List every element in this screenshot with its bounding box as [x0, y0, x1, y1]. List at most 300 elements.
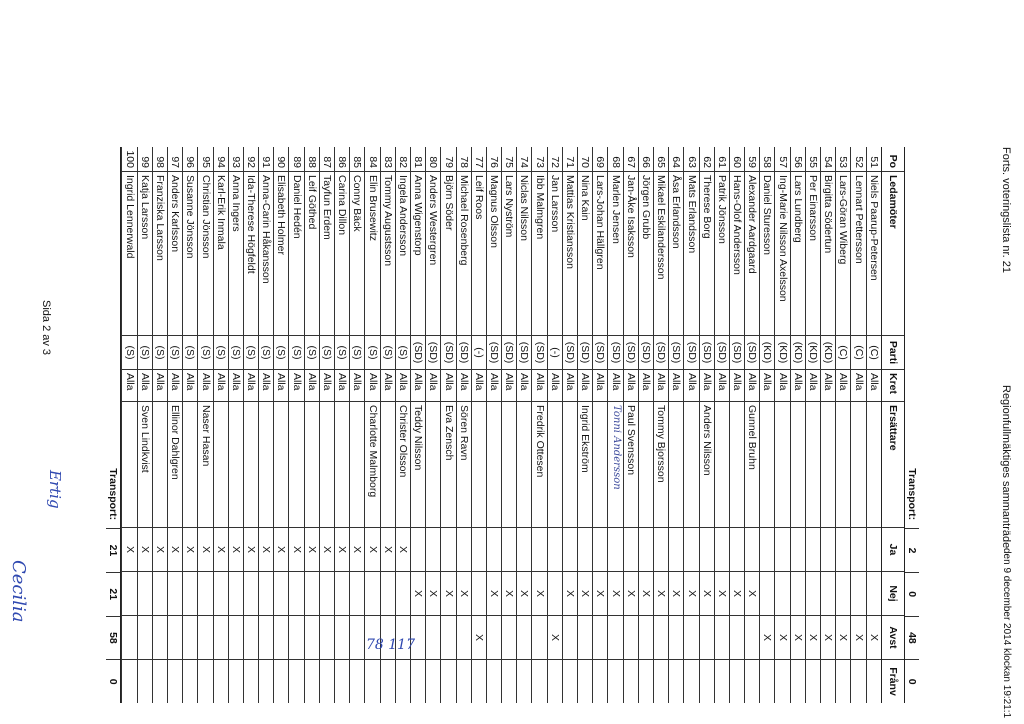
- cell-avst: X: [472, 615, 486, 659]
- cell-party: (S): [259, 335, 273, 369]
- cell-kret: Alla: [821, 369, 835, 401]
- cell-franv: [320, 659, 334, 703]
- cell-ja: X: [396, 527, 410, 571]
- cell-party: (SD): [745, 335, 759, 369]
- cell-party: (SD): [684, 335, 698, 369]
- table-row: [805, 147, 820, 703]
- cell-kret: Alla: [851, 369, 865, 401]
- col-ersattare: Ersättare: [882, 401, 904, 527]
- cell-kret: Alla: [229, 369, 243, 401]
- cell-nej: [168, 571, 182, 615]
- cell-nej: [320, 571, 334, 615]
- cell-avst: [153, 615, 167, 659]
- cell-ja: [563, 527, 577, 571]
- cell-ersattare: [836, 401, 850, 527]
- cell-ja: [745, 527, 759, 571]
- cell-ja: [654, 527, 668, 571]
- cell-kret: Alla: [836, 369, 850, 401]
- cell-franv: [396, 659, 410, 703]
- cell-party: (S): [214, 335, 228, 369]
- cell-kret: Alla: [745, 369, 759, 401]
- table-row: [167, 147, 182, 703]
- table-body: [121, 147, 880, 703]
- cell-party: (SD): [624, 335, 638, 369]
- cell-pos: 58: [761, 156, 774, 168]
- table-row: [364, 147, 379, 703]
- cell-kret: Alla: [730, 369, 744, 401]
- cell-ja: [730, 527, 744, 571]
- cell-pos: 90: [275, 156, 288, 168]
- cell-kret: Alla: [624, 369, 638, 401]
- cell-party: (KD): [806, 335, 820, 369]
- cell-name: Elin Brusewitz: [365, 171, 379, 335]
- cell-avst: [715, 615, 729, 659]
- cell-avst: X: [776, 615, 790, 659]
- cell-avst: [578, 615, 592, 659]
- cell-nej: [259, 571, 273, 615]
- cell-name: Ingrid Lennerwald: [122, 171, 136, 335]
- cell-nej: [274, 571, 288, 615]
- cell-kret: Alla: [548, 369, 562, 401]
- cell-avst: [624, 615, 638, 659]
- cell-name: Nina Kain: [578, 171, 592, 335]
- table-row: [182, 147, 197, 703]
- cell-ersattare: [153, 401, 167, 527]
- cell-party: (SD): [639, 335, 653, 369]
- cell-ersattare: [487, 401, 501, 527]
- cell-pos: 68: [609, 156, 622, 168]
- cell-pos: 67: [624, 156, 637, 168]
- cell-name: Åsa Erlandsson: [669, 171, 683, 335]
- cell-kret: Alla: [198, 369, 212, 401]
- cell-avst: [350, 615, 364, 659]
- cell-name: Birgitta Södertun: [821, 171, 835, 335]
- cell-name: Christian Jönsson: [198, 171, 212, 335]
- cell-pos: 62: [700, 156, 713, 168]
- cell-nej: X: [654, 571, 668, 615]
- cell-ersattare: [350, 401, 364, 527]
- cell-nej: [153, 571, 167, 615]
- transport-label: Transport:: [107, 468, 120, 521]
- cell-kret: Alla: [791, 369, 805, 401]
- table-row: [440, 147, 455, 703]
- cell-avst: X: [548, 615, 562, 659]
- cell-ersattare: Ellinor Dahlgren: [168, 401, 182, 527]
- transport-nej: 21: [106, 572, 120, 616]
- cell-kret: Alla: [715, 369, 729, 401]
- cell-nej: [335, 571, 349, 615]
- table-row: [835, 147, 850, 703]
- table-row: [501, 147, 516, 703]
- table-row: [699, 147, 714, 703]
- cell-nej: [198, 571, 212, 615]
- table-row: [289, 147, 304, 703]
- cell-name: Daniel Sturesson: [760, 171, 774, 335]
- cell-kret: Alla: [365, 369, 379, 401]
- cell-kret: Alla: [381, 369, 395, 401]
- cell-nej: [821, 571, 835, 615]
- cell-ja: [517, 527, 531, 571]
- cell-ersattare: [305, 401, 319, 527]
- table-row: [729, 147, 744, 703]
- cell-nej: [806, 571, 820, 615]
- cell-nej: X: [684, 571, 698, 615]
- cell-kret: Alla: [487, 369, 501, 401]
- cell-kret: Alla: [867, 369, 881, 401]
- cell-nej: [381, 571, 395, 615]
- cell-party: (S): [350, 335, 364, 369]
- cell-avst: [426, 615, 440, 659]
- cell-avst: [684, 615, 698, 659]
- cell-name: Magnus Olsson: [487, 171, 501, 335]
- cell-pos: 91: [260, 156, 273, 168]
- cell-pos: 51: [867, 156, 880, 168]
- cell-name: Ibb Malmgren: [533, 171, 547, 335]
- cell-ersattare: [502, 401, 516, 527]
- cell-ja: X: [335, 527, 349, 571]
- cell-avst: [487, 615, 501, 659]
- cell-ja: [851, 527, 865, 571]
- cell-franv: [229, 659, 243, 703]
- cell-avst: [290, 615, 304, 659]
- cell-pos: 56: [791, 156, 804, 168]
- cell-party: (S): [198, 335, 212, 369]
- cell-kret: Alla: [426, 369, 440, 401]
- cell-name: Jan-Åke Isaksson: [624, 171, 638, 335]
- cell-party: (S): [381, 335, 395, 369]
- cell-name: Jan Larsson: [548, 171, 562, 335]
- cell-ersattare: [867, 401, 881, 527]
- cell-franv: [730, 659, 744, 703]
- cell-kret: Alla: [214, 369, 228, 401]
- col-ja: Ja: [882, 527, 904, 571]
- cell-nej: X: [639, 571, 653, 615]
- cell-ersattare: [669, 401, 683, 527]
- cell-party: (-): [548, 335, 562, 369]
- cell-avst: [517, 615, 531, 659]
- cell-avst: X: [836, 615, 850, 659]
- cell-name: Therese Borg: [700, 171, 714, 335]
- cell-ersattare: [851, 401, 865, 527]
- cell-party: (KD): [776, 335, 790, 369]
- table-row: [532, 147, 547, 703]
- cell-ersattare: [229, 401, 243, 527]
- cell-ja: [426, 527, 440, 571]
- cell-name: Anna-Carin Håkansson: [259, 171, 273, 335]
- cell-franv: [168, 659, 182, 703]
- cell-nej: X: [426, 571, 440, 615]
- cell-ja: [502, 527, 516, 571]
- table-row: [607, 147, 622, 703]
- cell-franv: [745, 659, 759, 703]
- table-row: [775, 147, 790, 703]
- cell-pos: 52: [852, 156, 865, 168]
- cell-ersattare: Naser Hasan: [198, 401, 212, 527]
- col-name: Ledamöter: [882, 171, 904, 335]
- signature-2: Ertig: [46, 470, 64, 509]
- cell-ja: [669, 527, 683, 571]
- cell-name: Daniel Hedén: [290, 171, 304, 335]
- cell-party: (SD): [715, 335, 729, 369]
- cell-pos: 71: [564, 156, 577, 168]
- cell-nej: [472, 571, 486, 615]
- table-row: [759, 147, 774, 703]
- vote-table: [106, 147, 919, 703]
- table-row: [471, 147, 486, 703]
- cell-kret: Alla: [441, 369, 455, 401]
- cell-ja: X: [198, 527, 212, 571]
- cell-ersattare: [548, 401, 562, 527]
- cell-ja: X: [183, 527, 197, 571]
- cell-pos: 77: [472, 156, 485, 168]
- cell-kret: Alla: [411, 369, 425, 401]
- table-row: [137, 147, 152, 703]
- cell-ersattare: Tonni Andersson: [608, 401, 622, 527]
- cell-pos: 86: [336, 156, 349, 168]
- cell-pos: 61: [715, 156, 728, 168]
- cell-party: (S): [244, 335, 258, 369]
- cell-nej: X: [669, 571, 683, 615]
- table-row: [319, 147, 334, 703]
- cell-franv: [700, 659, 714, 703]
- transport-bottom-row: [106, 147, 121, 703]
- cell-avst: [198, 615, 212, 659]
- cell-franv: [426, 659, 440, 703]
- cell-name: Björn Söder: [441, 171, 455, 335]
- cell-party: (SD): [426, 335, 440, 369]
- cell-ersattare: Christer Olsson: [396, 401, 410, 527]
- cell-ja: X: [153, 527, 167, 571]
- transport-ja: 2: [905, 528, 919, 572]
- cell-party: (SD): [730, 335, 744, 369]
- cell-franv: [290, 659, 304, 703]
- cell-kret: Alla: [578, 369, 592, 401]
- cell-pos: 85: [351, 156, 364, 168]
- cell-ersattare: [684, 401, 698, 527]
- cell-name: Hans-Olof Andersson: [730, 171, 744, 335]
- cell-ja: [760, 527, 774, 571]
- cell-name: Per Einarsson: [806, 171, 820, 335]
- cell-franv: [593, 659, 607, 703]
- cell-franv: [776, 659, 790, 703]
- cell-party: (C): [836, 335, 850, 369]
- cell-ersattare: [259, 401, 273, 527]
- table-row: [562, 147, 577, 703]
- cell-kret: Alla: [290, 369, 304, 401]
- cell-kret: Alla: [654, 369, 668, 401]
- cell-avst: [320, 615, 334, 659]
- cell-ja: [821, 527, 835, 571]
- cell-name: Lars-Göran Wiberg: [836, 171, 850, 335]
- cell-party: (SD): [487, 335, 501, 369]
- cell-pos: 98: [154, 156, 166, 168]
- table-row: [547, 147, 562, 703]
- cell-nej: X: [715, 571, 729, 615]
- cell-ersattare: Fredrik Ottesen: [533, 401, 547, 527]
- cell-party: (S): [168, 335, 182, 369]
- cell-pos: 59: [746, 156, 759, 168]
- cell-franv: [365, 659, 379, 703]
- cell-party: (S): [290, 335, 304, 369]
- cell-ja: [411, 527, 425, 571]
- cell-name: Conny Bäck: [350, 171, 364, 335]
- cell-ersattare: Teddy Nilsson: [411, 401, 425, 527]
- cell-avst: [183, 615, 197, 659]
- cell-party: (KD): [791, 335, 805, 369]
- cell-name: Tommy Augustsson: [381, 171, 395, 335]
- table-row: [486, 147, 501, 703]
- cell-pos: 97: [169, 156, 182, 168]
- cell-name: Patrik Jönsson: [715, 171, 729, 335]
- cell-pos: 69: [594, 156, 607, 168]
- cell-franv: [715, 659, 729, 703]
- cell-party: (C): [851, 335, 865, 369]
- cell-avst: [745, 615, 759, 659]
- cell-avst: [608, 615, 622, 659]
- cell-avst: [700, 615, 714, 659]
- cell-name: Lars Nyström: [502, 171, 516, 335]
- cell-pos: 96: [184, 156, 197, 168]
- cell-party: (S): [274, 335, 288, 369]
- cell-ja: X: [381, 527, 395, 571]
- cell-nej: [365, 571, 379, 615]
- cell-nej: [183, 571, 197, 615]
- cell-pos: 81: [412, 156, 425, 168]
- cell-pos: 88: [305, 156, 318, 168]
- table-row: [790, 147, 805, 703]
- table-row: [380, 147, 395, 703]
- table-row: [866, 147, 881, 703]
- cell-name: Anders Karlsson: [168, 171, 182, 335]
- cell-franv: [548, 659, 562, 703]
- cell-avst: X: [760, 615, 774, 659]
- cell-ersattare: Anders Nilsson: [700, 401, 714, 527]
- table-row: [714, 147, 729, 703]
- cell-party: (SD): [517, 335, 531, 369]
- cell-nej: X: [745, 571, 759, 615]
- cell-ersattare: Ingrid Ekström: [578, 401, 592, 527]
- cell-pos: 80: [427, 156, 440, 168]
- cell-pos: 82: [397, 156, 409, 168]
- cell-kret: Alla: [533, 369, 547, 401]
- col-pos: Po: [886, 154, 899, 168]
- cell-ersattare: [791, 401, 805, 527]
- cell-avst: X: [791, 615, 805, 659]
- cell-pos: 100: [123, 150, 136, 168]
- cell-franv: [669, 659, 683, 703]
- cell-party: (C): [867, 335, 881, 369]
- cell-franv: [214, 659, 228, 703]
- cell-avst: [305, 615, 319, 659]
- cell-ja: [487, 527, 501, 571]
- cell-pos: 65: [655, 156, 668, 168]
- cell-nej: X: [457, 571, 471, 615]
- cell-avst: [457, 615, 471, 659]
- cell-ersattare: [244, 401, 258, 527]
- cell-party: (S): [122, 335, 136, 369]
- cell-nej: X: [502, 571, 516, 615]
- cell-party: (KD): [821, 335, 835, 369]
- table-row: [668, 147, 683, 703]
- cell-party: (S): [153, 335, 167, 369]
- cell-pos: 70: [579, 156, 592, 168]
- cell-kret: Alla: [608, 369, 622, 401]
- cell-nej: [214, 571, 228, 615]
- cell-franv: [684, 659, 698, 703]
- table-row: [213, 147, 228, 703]
- cell-kret: Alla: [700, 369, 714, 401]
- cell-party: (SD): [654, 335, 668, 369]
- cell-party: (SD): [563, 335, 577, 369]
- table-row: [516, 147, 531, 703]
- cell-ersattare: Gunnel Bruhn: [745, 401, 759, 527]
- transport-top-row: [905, 147, 919, 703]
- cell-ja: [441, 527, 455, 571]
- cell-party: (S): [320, 335, 334, 369]
- cell-franv: [411, 659, 425, 703]
- cell-party: (S): [138, 335, 152, 369]
- cell-nej: [867, 571, 881, 615]
- cell-avst: [335, 615, 349, 659]
- cell-pos: 92: [245, 156, 258, 168]
- cell-party: (S): [365, 335, 379, 369]
- meeting-title: Regionfullmäktiges sammanträde: [1000, 385, 1012, 549]
- cell-ja: [578, 527, 592, 571]
- cell-ja: X: [138, 527, 152, 571]
- cell-kret: Alla: [457, 369, 471, 401]
- cell-franv: [244, 659, 258, 703]
- cell-franv: [791, 659, 805, 703]
- meeting-datetime: den 9 december 2014 klockan 19:21:1: [1001, 548, 1012, 719]
- cell-name: Ida-Therese Högfeldt: [244, 171, 258, 335]
- cell-pos: 79: [442, 156, 455, 168]
- cell-name: Alexander Aardgaard: [745, 171, 759, 335]
- table-row: [243, 147, 258, 703]
- cell-nej: X: [411, 571, 425, 615]
- cell-franv: [457, 659, 471, 703]
- cell-kret: Alla: [320, 369, 334, 401]
- cell-ersattare: [639, 401, 653, 527]
- cell-franv: [578, 659, 592, 703]
- cell-franv: [122, 659, 136, 703]
- cell-name: Carina Dillon: [335, 171, 349, 335]
- cell-franv: [836, 659, 850, 703]
- cell-nej: X: [533, 571, 547, 615]
- cell-nej: [305, 571, 319, 615]
- cell-name: Leif Roos: [472, 171, 486, 335]
- cell-avst: [168, 615, 182, 659]
- cell-kret: Alla: [760, 369, 774, 401]
- cell-name: Katja Larsson: [138, 171, 152, 335]
- table-row: [638, 147, 653, 703]
- cell-franv: [654, 659, 668, 703]
- cell-pos: 74: [518, 156, 531, 168]
- cell-nej: [776, 571, 790, 615]
- col-franv: Frånv: [882, 659, 904, 703]
- cell-ersattare: [320, 401, 334, 527]
- cell-ja: X: [214, 527, 228, 571]
- cell-ja: [836, 527, 850, 571]
- cell-kret: Alla: [122, 369, 136, 401]
- cell-ja: X: [274, 527, 288, 571]
- cell-nej: [836, 571, 850, 615]
- cell-party: (SD): [578, 335, 592, 369]
- cell-kret: Alla: [472, 369, 486, 401]
- table-header: [881, 147, 905, 703]
- table-row: [577, 147, 592, 703]
- cell-franv: [760, 659, 774, 703]
- transport-franv: 0: [905, 659, 919, 703]
